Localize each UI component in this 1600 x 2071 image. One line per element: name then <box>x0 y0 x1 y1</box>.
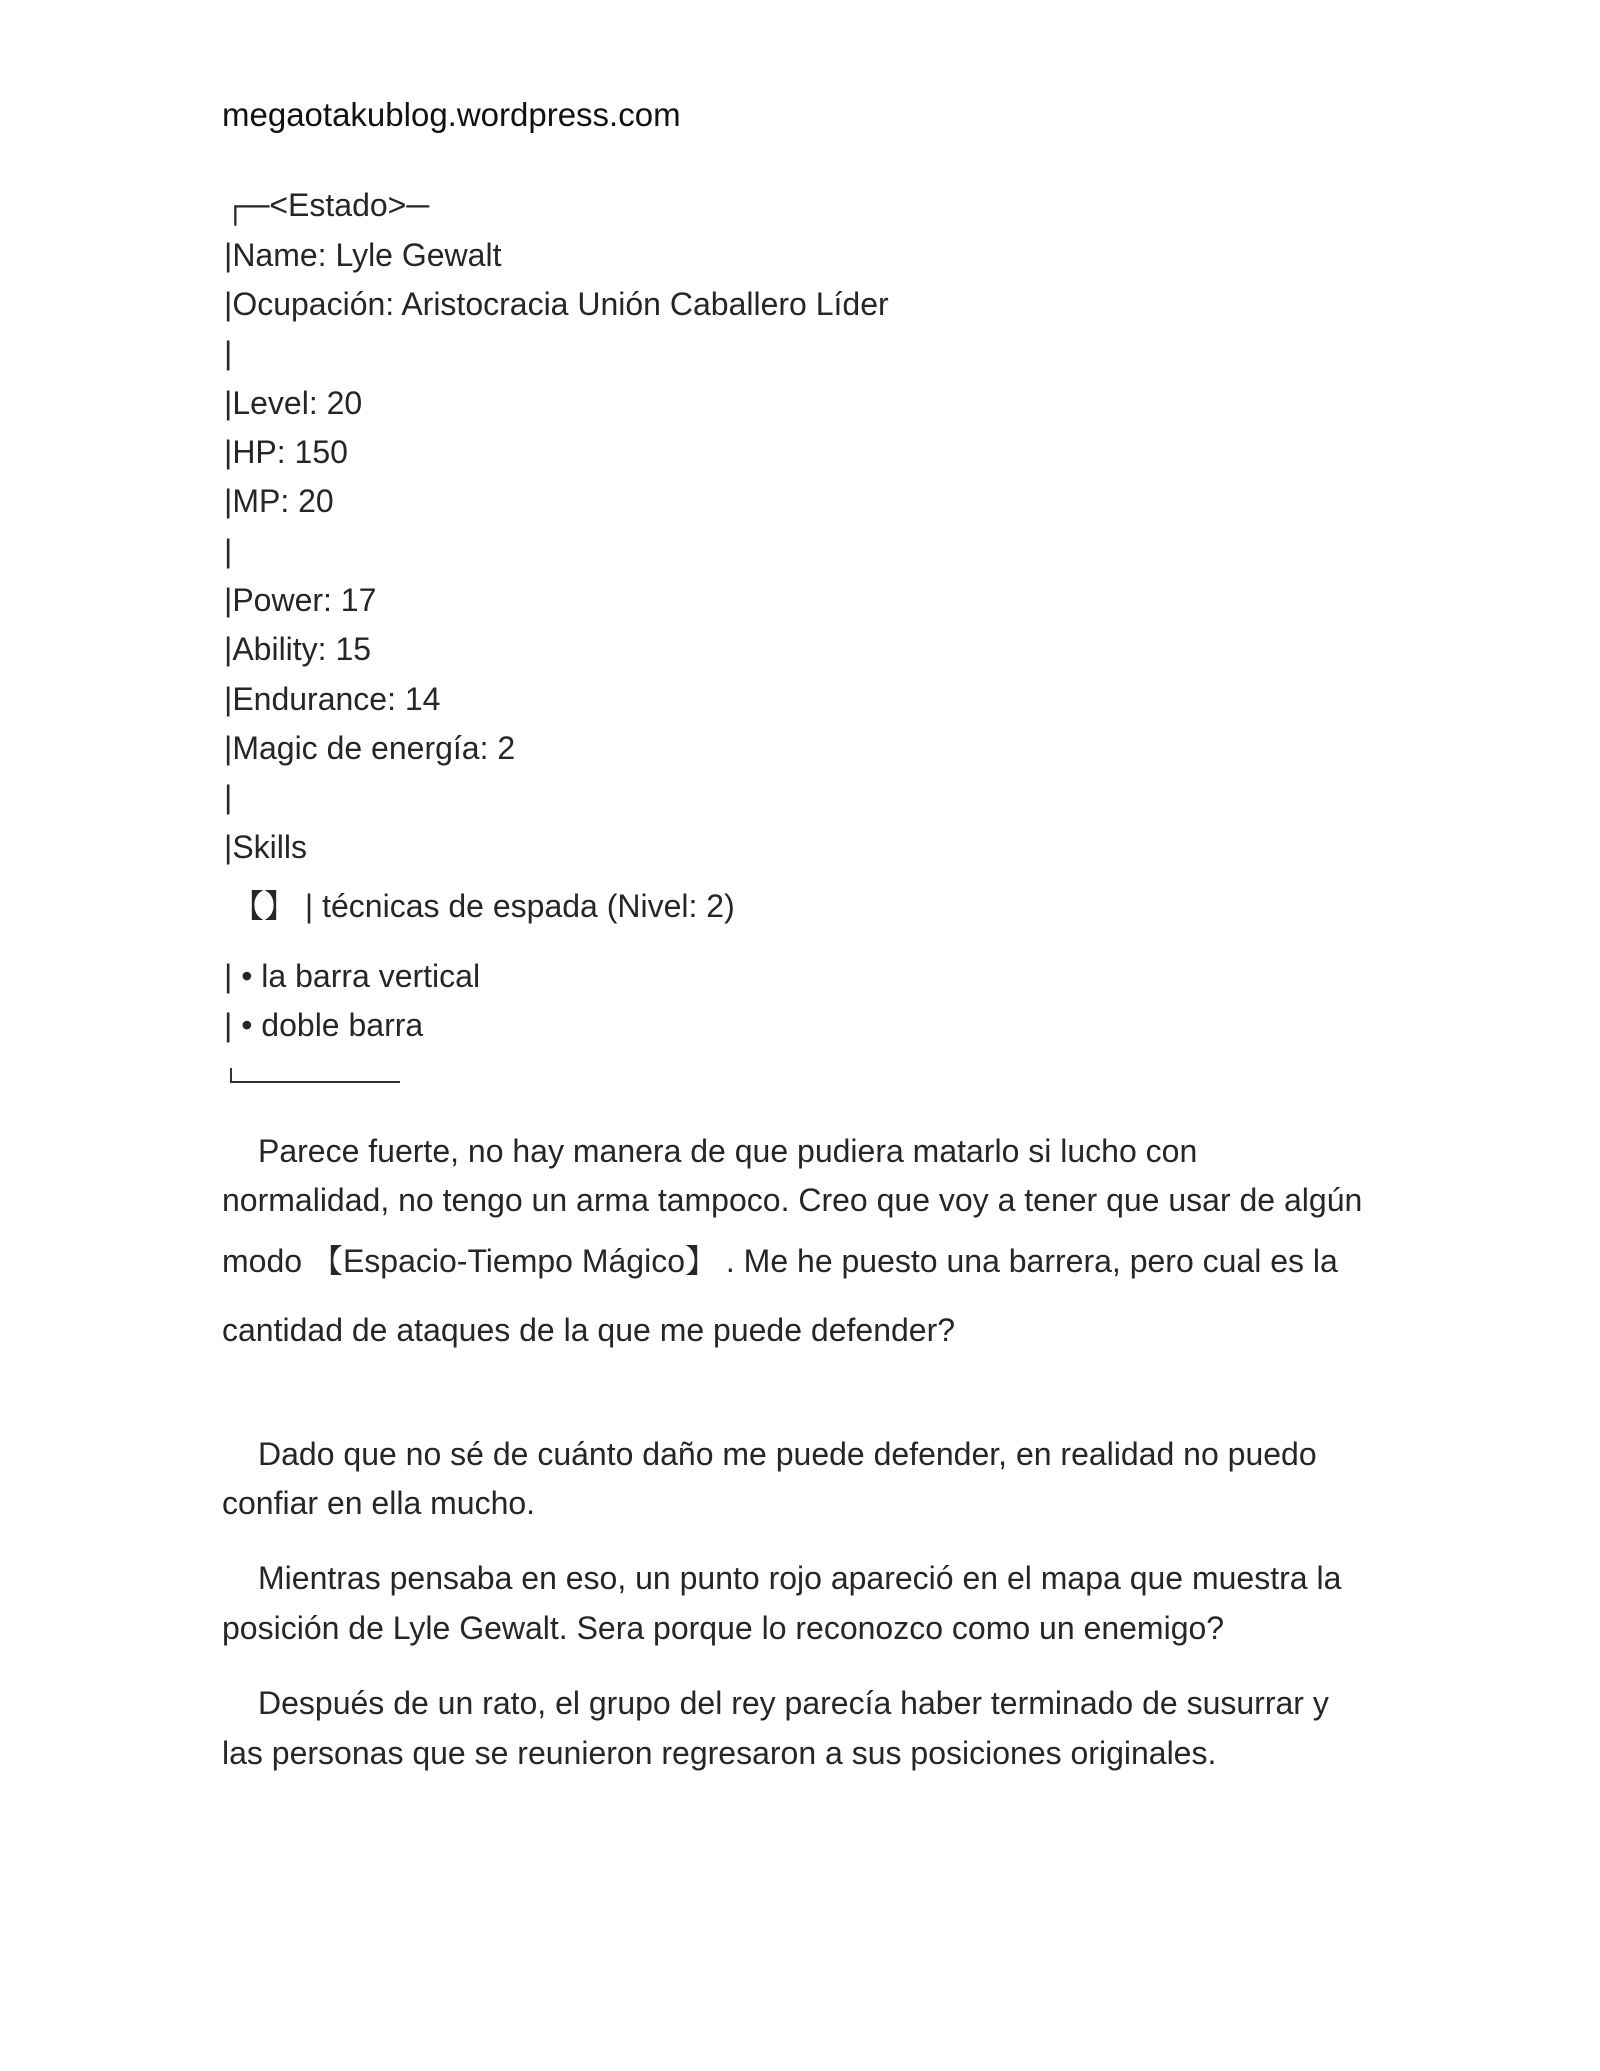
status-box-bottom-rule <box>230 1081 400 1083</box>
status-occupation: |Ocupación: Aristocracia Unión Caballero Líder <box>224 286 889 322</box>
status-separator: | <box>224 779 233 815</box>
site-header: megaotakublog.wordpress.com <box>222 96 681 133</box>
status-separator: | <box>224 533 233 569</box>
status-mp: |MP: 20 <box>224 483 334 519</box>
status-separator: | <box>224 335 233 371</box>
status-box-corner <box>230 1068 232 1082</box>
status-endurance: |Endurance: 14 <box>224 681 441 717</box>
paragraph-line: Parece fuerte, no hay manera de que pudiera matarlo si lucho con <box>258 1133 1198 1169</box>
status-skill-entry: 【】 | técnicas de espada (Nivel: 2) <box>232 888 735 924</box>
status-ability: |Ability: 15 <box>224 631 372 667</box>
paragraph-line: las personas que se reunieron regresaron a sus posiciones originales. <box>222 1735 1217 1771</box>
paragraph-line: cantidad de ataques de la que me puede defender? <box>222 1312 956 1348</box>
status-level: |Level: 20 <box>224 385 363 421</box>
paragraph-line: Dado que no sé de cuánto daño me puede defender, en realidad no puedo <box>258 1436 1317 1472</box>
status-magic: |Magic de energía: 2 <box>224 730 516 766</box>
status-title: ┌─<Estado>─ <box>224 187 430 223</box>
status-skills-heading: |Skills <box>224 829 307 865</box>
paragraph-line: normalidad, no tengo un arma tampoco. Creo que voy a tener que usar de algún <box>222 1182 1363 1218</box>
status-hp: |HP: 150 <box>224 434 348 470</box>
paragraph-line: posición de Lyle Gewalt. Sera porque lo reconozco como un enemigo? <box>222 1610 1225 1646</box>
paragraph-line: confiar en ella mucho. <box>222 1485 536 1521</box>
status-skill-item: | • doble barra <box>224 1007 424 1043</box>
paragraph-line: Después de un rato, el grupo del rey parecía haber terminado de susurrar y <box>258 1685 1329 1721</box>
paragraph-line: Mientras pensaba en eso, un punto rojo apareció en el mapa que muestra la <box>258 1560 1342 1596</box>
status-power: |Power: 17 <box>224 582 377 618</box>
paragraph-line: modo 【Espacio-Tiempo Mágico】 . Me he puesto una barrera, pero cual es la <box>222 1243 1338 1279</box>
status-name: |Name: Lyle Gewalt <box>224 237 502 273</box>
status-skill-item: | • la barra vertical <box>224 958 481 994</box>
